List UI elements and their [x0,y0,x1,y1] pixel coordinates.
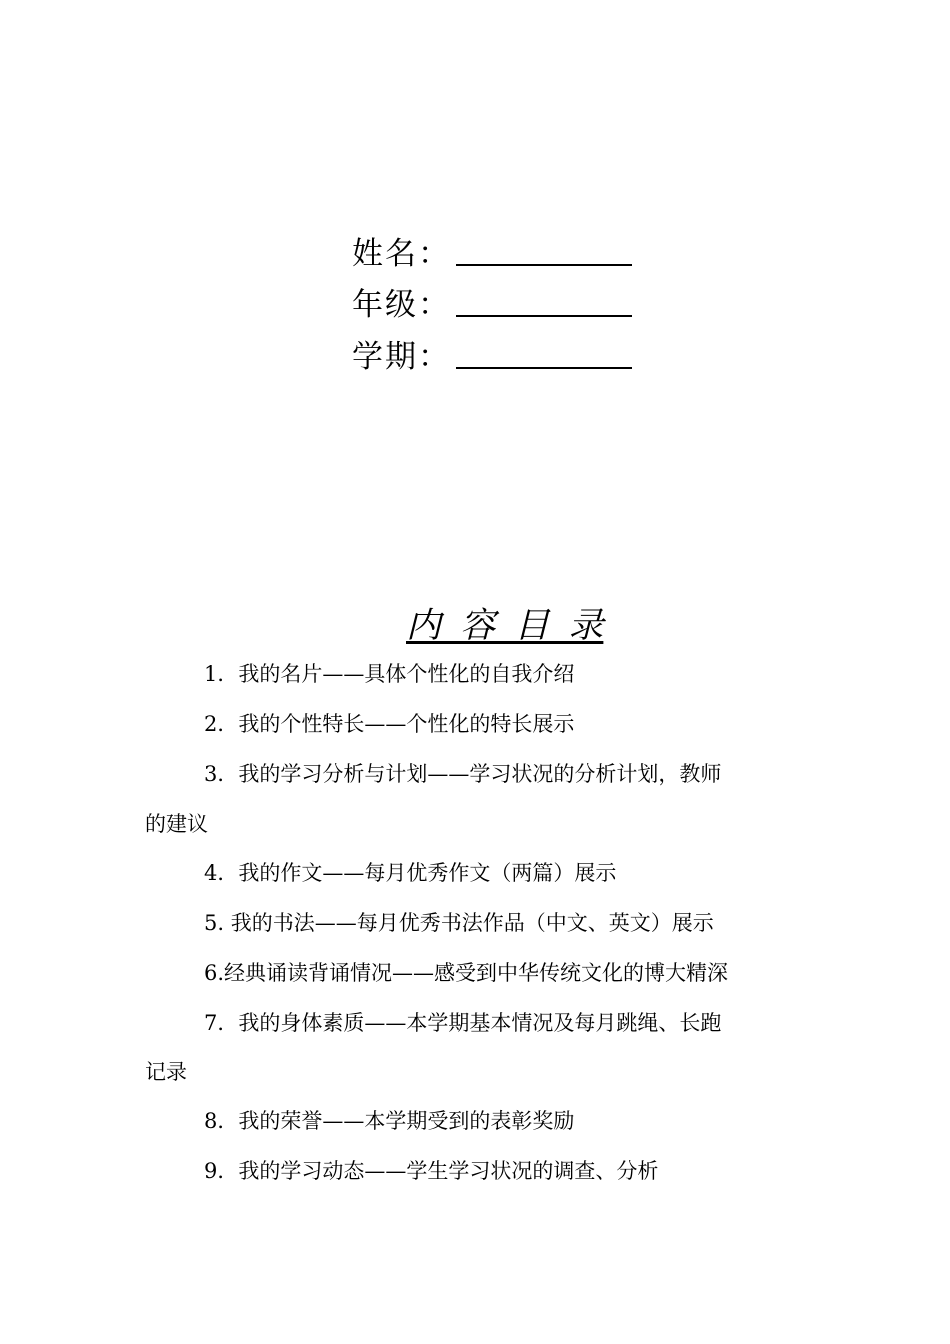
toc-item-9: 9．我的学习动态——学生学习状况的调查、分析 [204,1159,659,1183]
semester-label: 学期： [352,339,451,375]
grade-field [352,281,632,325]
toc-item-7: 7．我的身体素质——本学期基本情况及每月跳绳、长跑 [204,1011,722,1035]
toc-item-7-continuation: 记录 [145,1060,187,1084]
semester-blank-line [456,367,632,369]
name-field [352,230,632,274]
toc-item-3: 3．我的学习分析与计划——学习状况的分析计划，教师 [204,762,722,786]
toc-item-8: 8．我的荣誉——本学期受到的表彰奖励 [204,1109,575,1133]
grade-label: 年级： [352,287,451,323]
toc-title: 内 容 目 录 [406,606,604,646]
semester-field [352,333,632,377]
name-blank-line [456,264,632,266]
toc-item-5: 5. 我的书法——每月优秀书法作品（中文、英文）展示 [204,911,714,935]
name-label: 姓名： [352,236,451,272]
toc-item-3-continuation: 的建议 [145,812,208,836]
grade-blank-line [456,315,632,317]
toc-item-4: 4．我的作文——每月优秀作文（两篇）展示 [204,861,617,885]
toc-item-6: 6.经典诵读背诵情况——感受到中华传统文化的博大精深 [204,961,729,985]
toc-item-1: 1．我的名片——具体个性化的自我介绍 [204,662,575,686]
toc-item-2: 2．我的个性特长——个性化的特长展示 [204,712,575,736]
